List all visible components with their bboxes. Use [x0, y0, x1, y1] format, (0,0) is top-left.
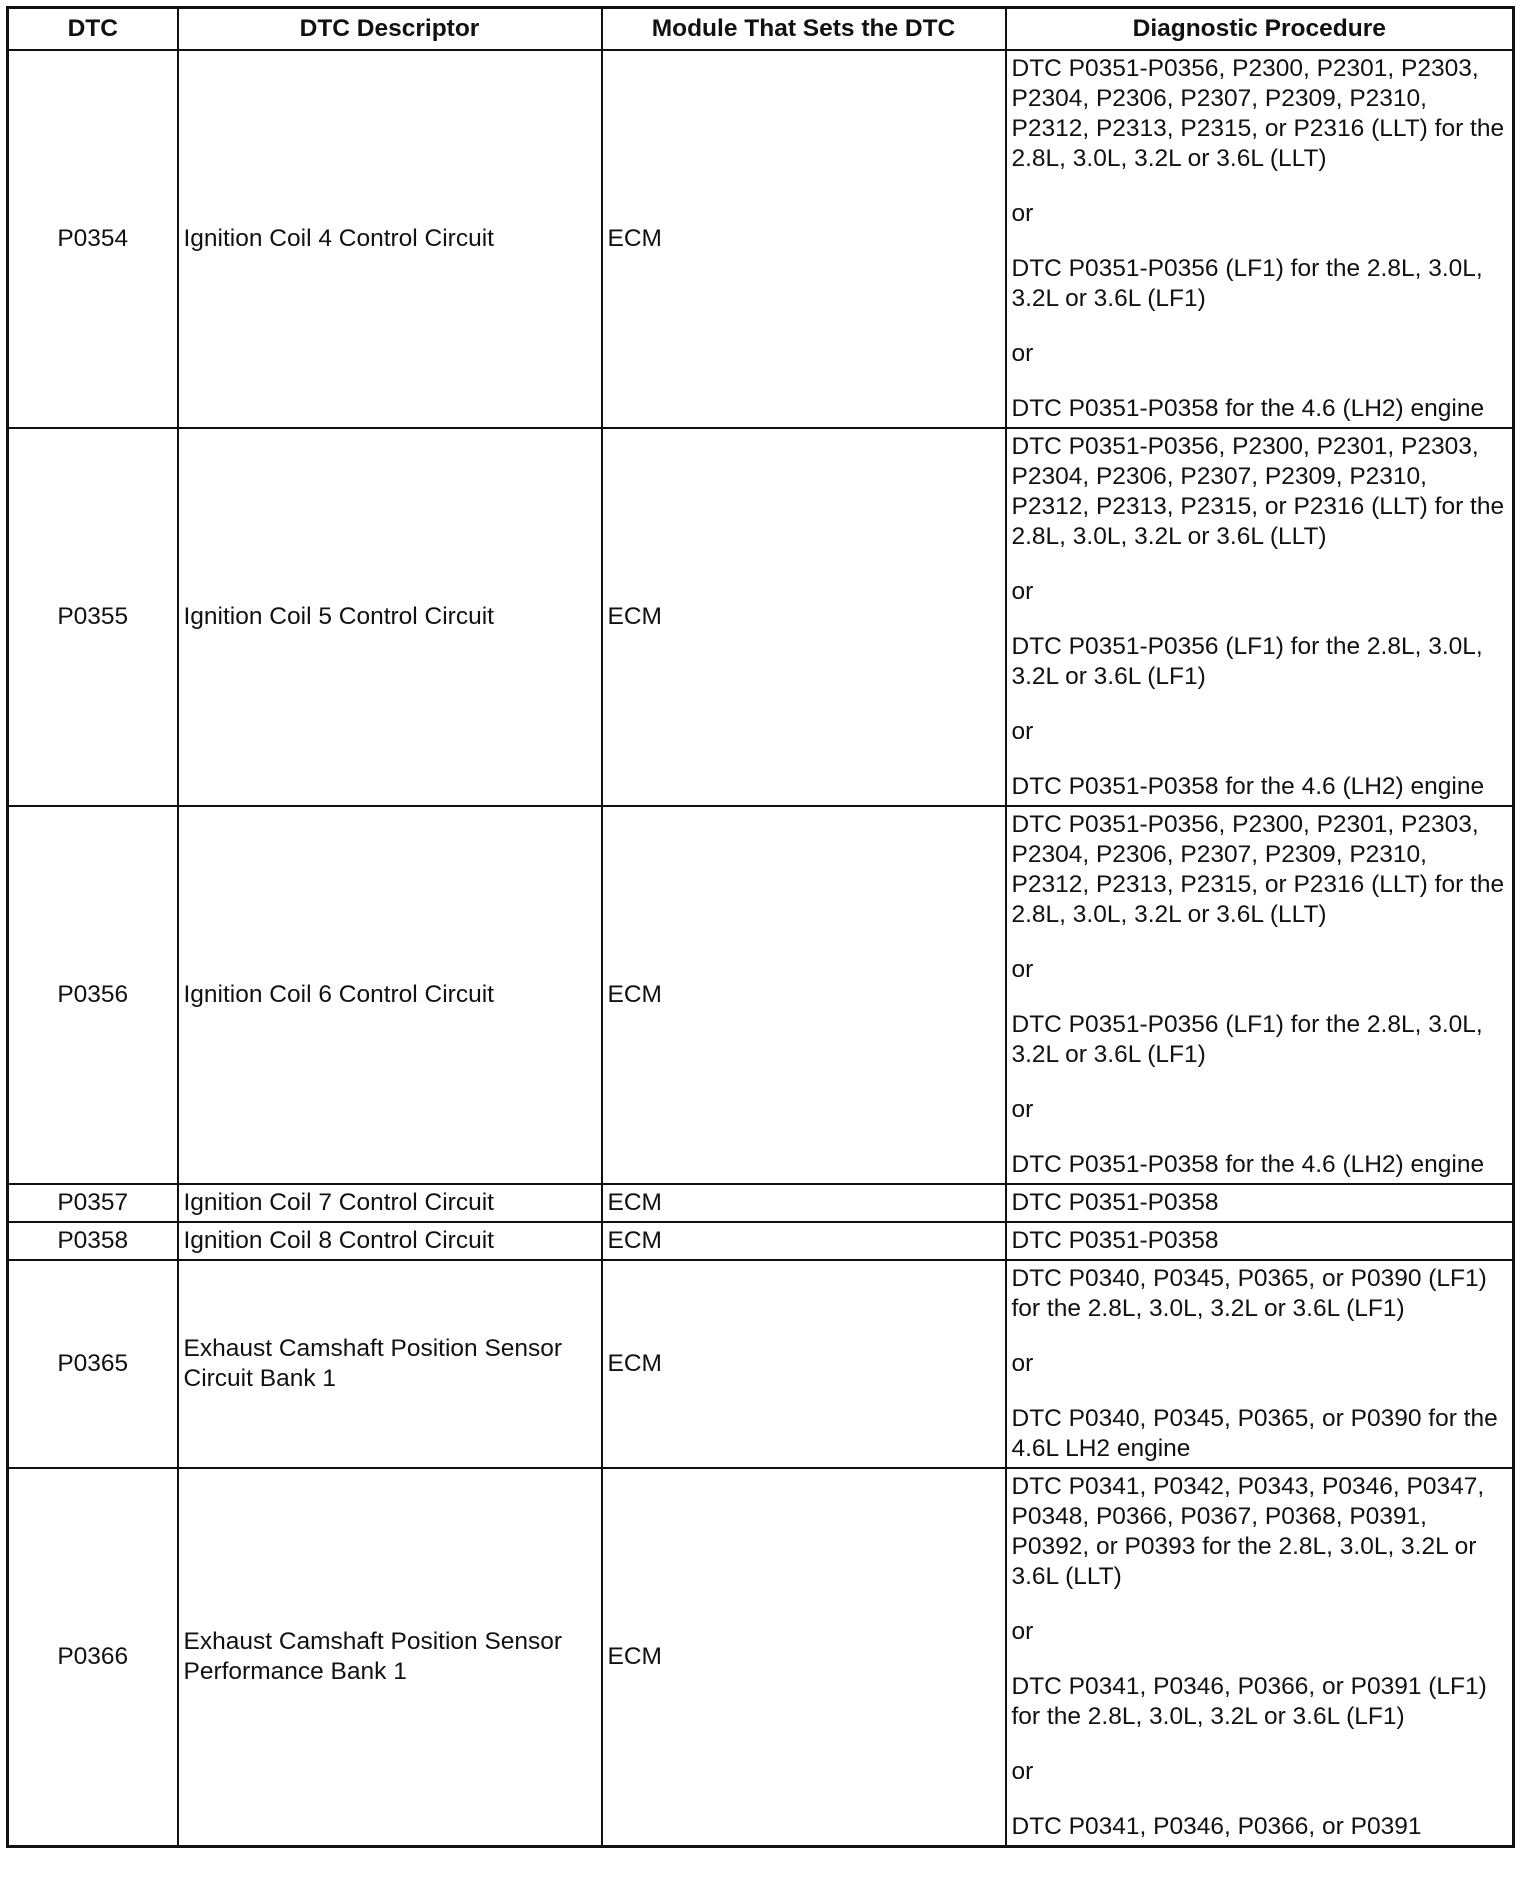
dtc-descriptor-cell: Ignition Coil 7 Control Circuit	[178, 1184, 602, 1222]
procedure-line: DTC P0351-P0356, P2300, P2301, P2303, P2304, P2306, P2307, P2309, P2310, P2312, P2313, P2315, or P2316 (LLT) for the 2.8L, 3.0L, 3.2L or 3.6L (LLT)	[1011, 55, 1505, 172]
dtc-code-cell: P0358	[8, 1222, 178, 1260]
dtc-descriptor-cell: Ignition Coil 8 Control Circuit	[178, 1222, 602, 1260]
table-row	[8, 806, 1514, 1184]
header-descriptor: DTC Descriptor	[178, 8, 602, 51]
dtc-descriptor-cell: Exhaust Camshaft Position Sensor Performance Bank 1	[178, 1468, 602, 1847]
dtc-code-cell: P0357	[8, 1184, 178, 1222]
module-cell: ECM	[602, 1260, 1006, 1468]
procedure-line: DTC P0351-P0356, P2300, P2301, P2303, P2304, P2306, P2307, P2309, P2310, P2312, P2313, P2315, or P2316 (LLT) for the 2.8L, 3.0L, 3.2L or 3.6L (LLT)	[1011, 433, 1505, 550]
dtc-code-cell: P0365	[8, 1260, 178, 1468]
header-module: Module That Sets the DTC	[602, 8, 1006, 51]
table-row	[8, 1468, 1514, 1847]
table-body	[8, 50, 1514, 1847]
diagnostic-procedure-cell	[1006, 1184, 1514, 1222]
table-row	[8, 50, 1514, 428]
header-dtc: DTC	[8, 8, 178, 51]
procedure-line: or	[1011, 1096, 1034, 1123]
procedure-line: or	[1011, 1758, 1034, 1785]
procedure-line: DTC P0340, P0345, P0365, or P0390 for the 4.6L LH2 engine	[1011, 1405, 1498, 1462]
table-row	[8, 1184, 1514, 1222]
procedure-line: or	[1011, 1350, 1034, 1377]
dtc-descriptor-cell: Ignition Coil 5 Control Circuit	[178, 428, 602, 806]
dtc-descriptor-cell: Ignition Coil 6 Control Circuit	[178, 806, 602, 1184]
procedure-line: DTC P0351-P0358 for the 4.6 (LH2) engine	[1011, 395, 1485, 422]
dtc-code-cell: P0355	[8, 428, 178, 806]
procedure-line: DTC P0351-P0358 for the 4.6 (LH2) engine	[1011, 773, 1485, 800]
dtc-descriptor-cell: Exhaust Camshaft Position Sensor Circuit Bank 1	[178, 1260, 602, 1468]
diagnostic-procedure-cell	[1006, 1222, 1514, 1260]
procedure-line: DTC P0351-P0358 for the 4.6 (LH2) engine	[1011, 1151, 1485, 1178]
module-cell: ECM	[602, 1222, 1006, 1260]
diagnostic-procedure-cell	[1006, 428, 1514, 806]
diagnostic-procedure-cell	[1006, 806, 1514, 1184]
module-cell: ECM	[602, 806, 1006, 1184]
table-row	[8, 1222, 1514, 1260]
table-row	[8, 1260, 1514, 1468]
procedure-line: or	[1011, 200, 1034, 227]
dtc-table	[6, 6, 1515, 1848]
procedure-line: DTC P0351-P0356 (LF1) for the 2.8L, 3.0L, 3.2L or 3.6L (LF1)	[1011, 255, 1483, 312]
procedure-line: DTC P0351-P0356 (LF1) for the 2.8L, 3.0L, 3.2L or 3.6L (LF1)	[1011, 1011, 1483, 1068]
procedure-line: DTC P0351-P0356 (LF1) for the 2.8L, 3.0L, 3.2L or 3.6L (LF1)	[1011, 633, 1483, 690]
table-row	[8, 428, 1514, 806]
diagnostic-procedure-cell	[1006, 1468, 1514, 1847]
header-row	[8, 8, 1514, 51]
header-procedure: Diagnostic Procedure	[1006, 8, 1514, 51]
diagnostic-procedure-cell	[1006, 50, 1514, 428]
dtc-code-cell: P0354	[8, 50, 178, 428]
procedure-line: DTC P0341, P0342, P0343, P0346, P0347, P0348, P0366, P0367, P0368, P0391, P0392, or P0393 for the 2.8L, 3.0L, 3.2L or 3.6L (LLT)	[1011, 1473, 1485, 1590]
procedure-line: or	[1011, 1618, 1034, 1645]
module-cell: ECM	[602, 428, 1006, 806]
procedure-line: DTC P0340, P0345, P0365, or P0390 (LF1) for the 2.8L, 3.0L, 3.2L or 3.6L (LF1)	[1011, 1265, 1487, 1322]
dtc-code-cell: P0366	[8, 1468, 178, 1847]
dtc-code-cell: P0356	[8, 806, 178, 1184]
diagnostic-procedure-cell	[1006, 1260, 1514, 1468]
module-cell: ECM	[602, 50, 1006, 428]
procedure-line: or	[1011, 718, 1034, 745]
procedure-line: DTC P0351-P0356, P2300, P2301, P2303, P2304, P2306, P2307, P2309, P2310, P2312, P2313, P2315, or P2316 (LLT) for the 2.8L, 3.0L, 3.2L or 3.6L (LLT)	[1011, 811, 1505, 928]
module-cell: ECM	[602, 1184, 1006, 1222]
procedure-line: or	[1011, 956, 1034, 983]
procedure-line: or	[1011, 340, 1034, 367]
module-cell: ECM	[602, 1468, 1006, 1847]
procedure-line: DTC P0351-P0358	[1011, 1227, 1219, 1254]
procedure-line: DTC P0341, P0346, P0366, or P0391	[1011, 1813, 1422, 1840]
procedure-line: or	[1011, 578, 1034, 605]
dtc-descriptor-cell: Ignition Coil 4 Control Circuit	[178, 50, 602, 428]
procedure-line: DTC P0351-P0358	[1011, 1189, 1219, 1216]
procedure-line: DTC P0341, P0346, P0366, or P0391 (LF1) for the 2.8L, 3.0L, 3.2L or 3.6L (LF1)	[1011, 1673, 1487, 1730]
